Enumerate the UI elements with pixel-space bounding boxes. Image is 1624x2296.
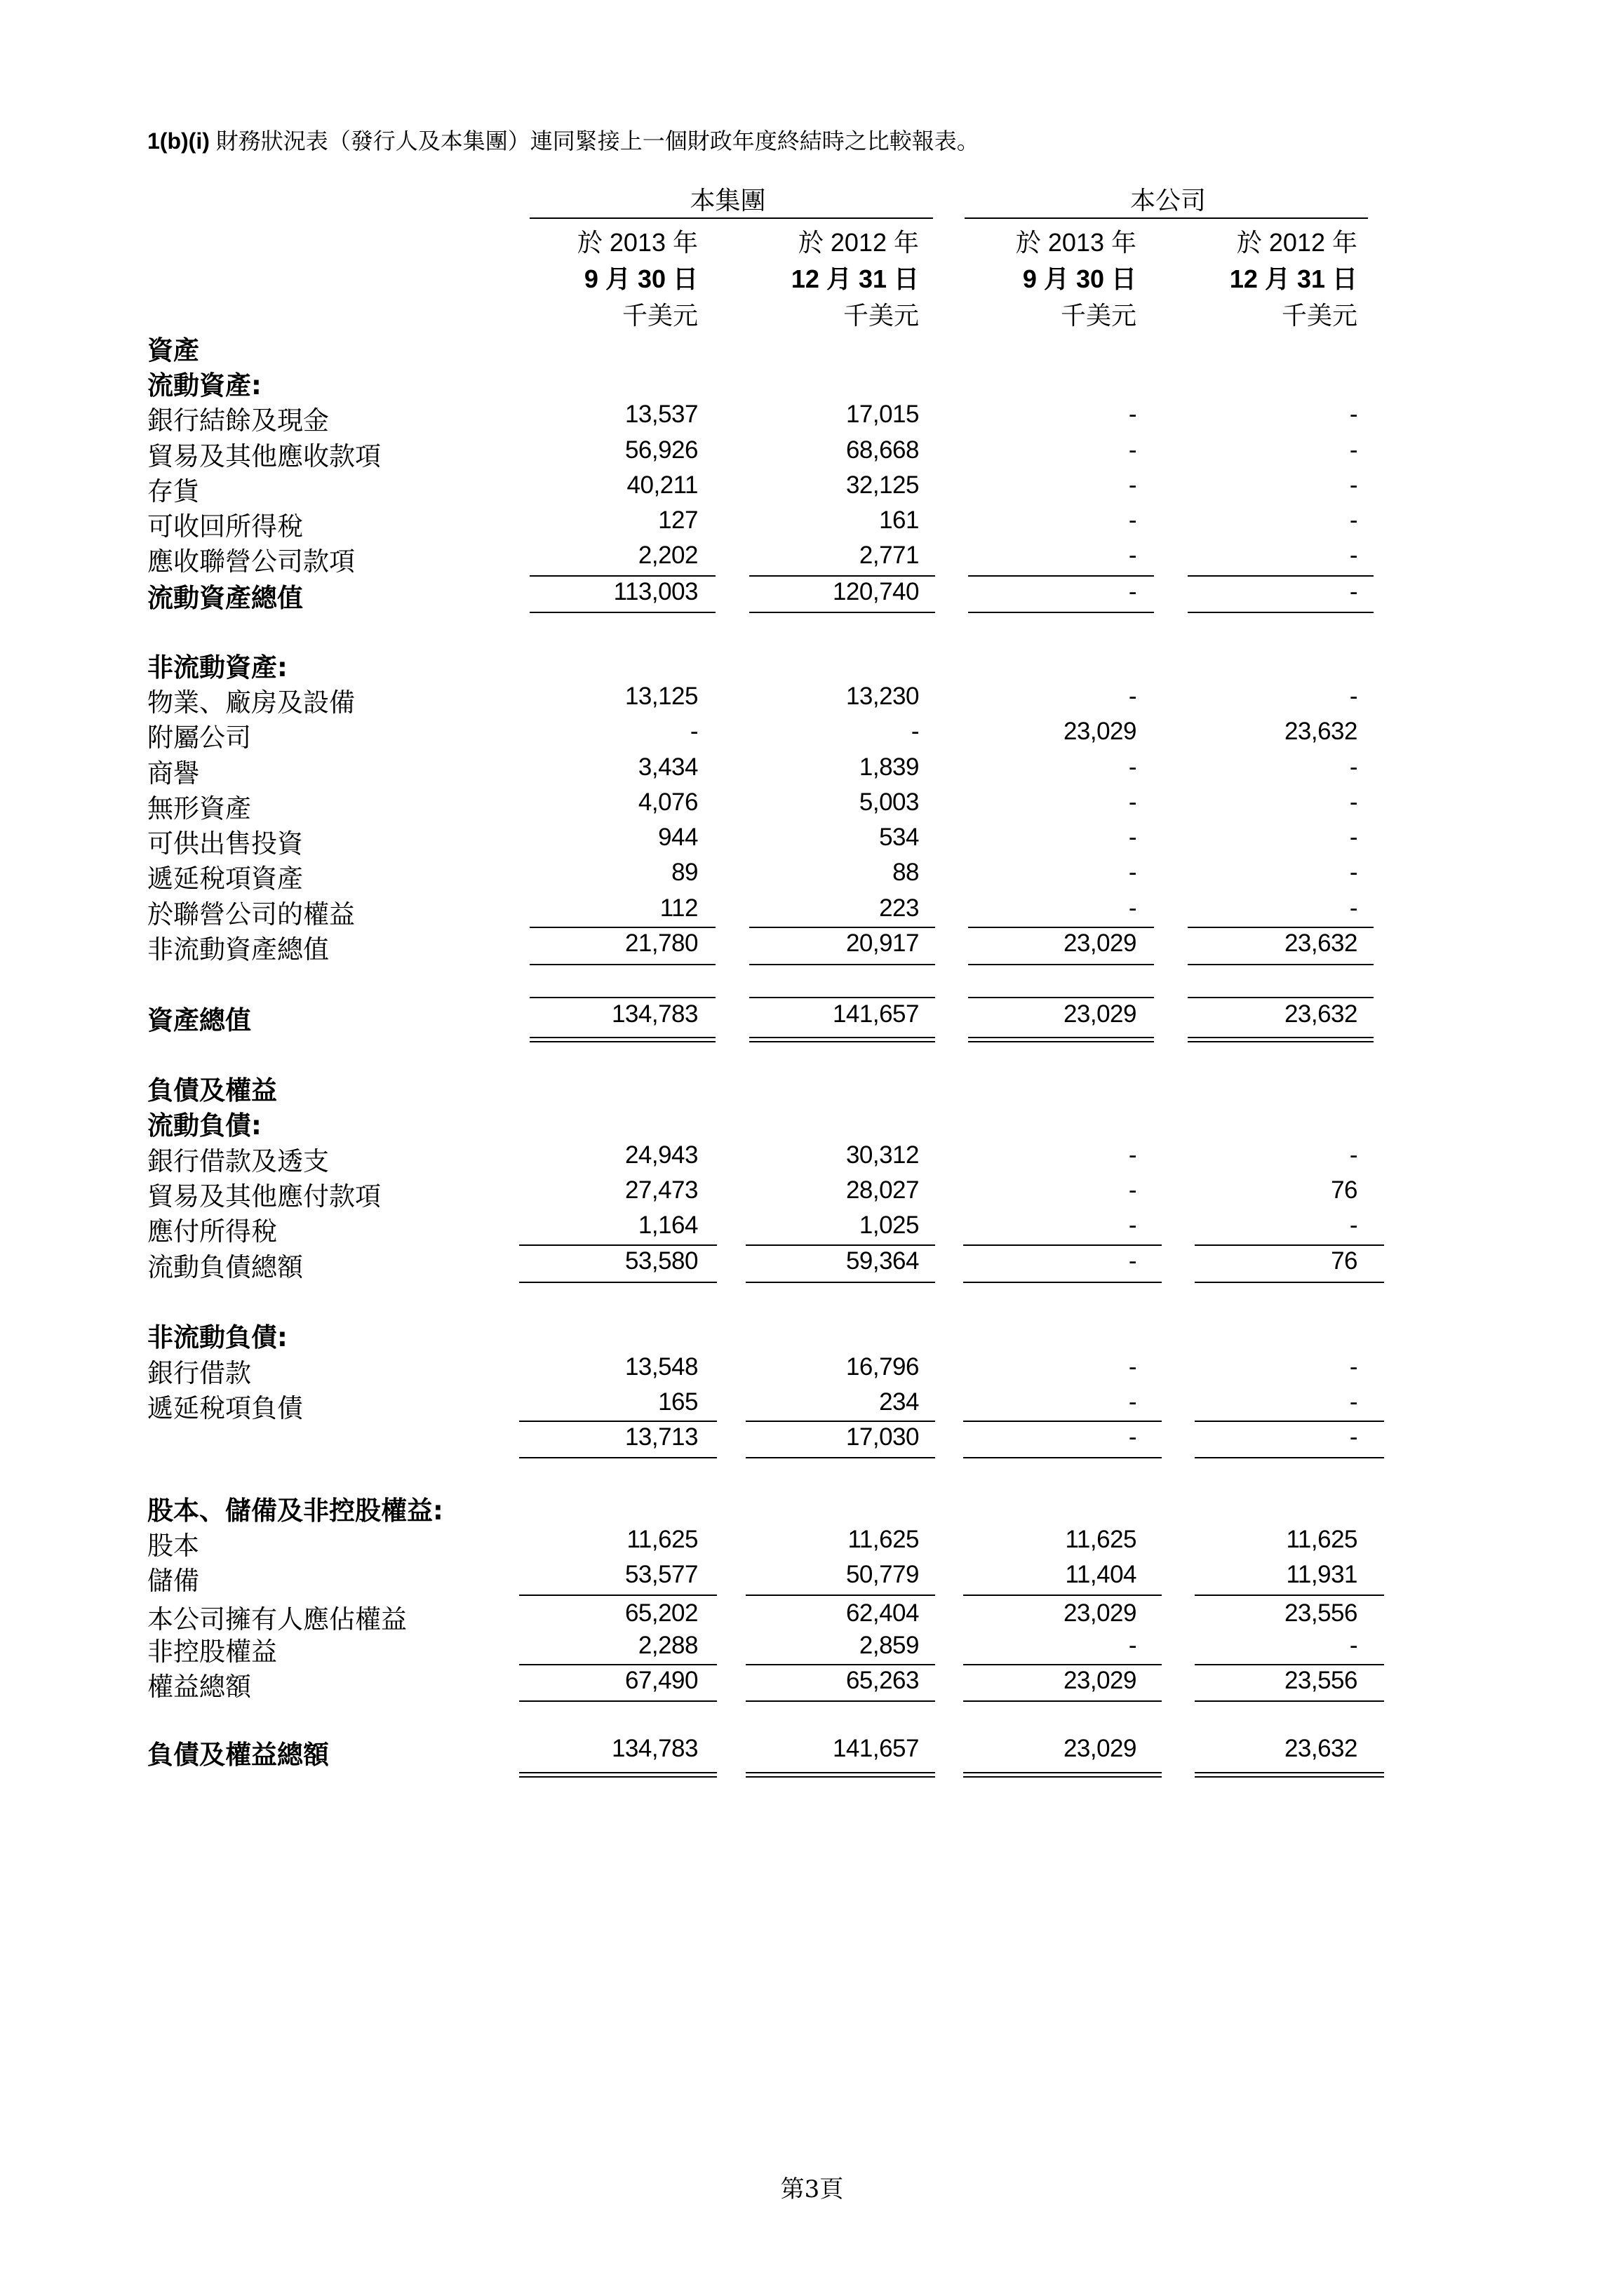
rule <box>1188 575 1374 577</box>
row-value-col4: - <box>1349 1211 1357 1239</box>
row-label: 流動資產總值 <box>147 583 303 613</box>
row-value-col3: 23,029 <box>1063 1599 1136 1627</box>
rule <box>746 1595 935 1596</box>
rule <box>963 1244 1162 1246</box>
row-label: 貿易及其他應付款項 <box>147 1181 381 1211</box>
rule <box>746 1700 935 1702</box>
double-rule <box>963 1772 1162 1778</box>
rule <box>968 612 1154 613</box>
row-value-col4: - <box>1349 753 1357 781</box>
table-row <box>147 752 1410 787</box>
row-value-col4: 23,556 <box>1284 1667 1357 1694</box>
row-value-col2: 20,917 <box>845 929 919 957</box>
row-value-col1: 13,713 <box>624 1423 698 1451</box>
section-liabilities-equity <box>147 1069 1410 1104</box>
row-value-col2: 1,025 <box>859 1211 919 1239</box>
row-value-col2: 88 <box>892 859 919 886</box>
rule <box>1188 612 1374 613</box>
rule <box>519 1457 717 1458</box>
rule <box>968 964 1154 965</box>
col-header-3-line1: 於 2013 年 <box>1015 228 1136 257</box>
row-value-col2: 28,027 <box>845 1176 919 1204</box>
row-value-col3: - <box>1128 1353 1136 1381</box>
double-rule <box>1188 1037 1374 1042</box>
row-label: 應收聯營公司款項 <box>147 546 355 577</box>
row-value-col1: 21,780 <box>624 929 698 957</box>
double-rule <box>530 1037 716 1042</box>
row-value-col4: 23,632 <box>1284 1735 1357 1762</box>
row-value-col3: - <box>1128 894 1136 922</box>
col-header-3-unit: 千美元 <box>1060 301 1136 330</box>
row-value-col4: - <box>1349 578 1357 605</box>
row-value-col3: - <box>1128 1176 1136 1204</box>
row-value-col2: 2,771 <box>859 542 919 569</box>
row-value-col4: - <box>1349 683 1357 710</box>
table-row <box>147 577 1410 612</box>
row-value-col1: 134,783 <box>611 1000 698 1028</box>
row-value-col1: 944 <box>658 824 698 851</box>
row-label: 銀行借款 <box>147 1358 251 1388</box>
row-value-col1: 40,211 <box>626 471 698 499</box>
row-label: 資產總值 <box>147 1005 251 1035</box>
section-non-current-assets <box>147 646 1410 681</box>
row-value-col3: - <box>1128 1141 1136 1169</box>
row-value-col4: - <box>1349 1141 1357 1169</box>
row-value-col2: 1,839 <box>859 753 919 781</box>
row-value-col3: 11,625 <box>1065 1526 1136 1553</box>
rule <box>530 612 716 613</box>
double-rule <box>1195 1772 1384 1778</box>
row-label: 遞延稅項負債 <box>147 1393 303 1423</box>
row-value-col1: 113,003 <box>613 578 698 605</box>
rule <box>530 575 716 577</box>
table-row <box>147 1422 1410 1457</box>
table-row <box>147 1140 1410 1175</box>
row-label: 權益總額 <box>147 1672 251 1702</box>
row-value-col2: 17,030 <box>845 1423 919 1451</box>
table-row <box>147 1246 1410 1281</box>
row-value-col3: - <box>1128 578 1136 605</box>
section-label: 非流動資產: <box>147 652 288 683</box>
table-row <box>147 1387 1410 1422</box>
double-rule <box>746 1772 935 1778</box>
table-row <box>147 822 1410 857</box>
row-value-col4: - <box>1349 1423 1357 1451</box>
rule <box>1195 1664 1384 1665</box>
row-label: 可收回所得稅 <box>147 511 303 542</box>
page-number: 第3頁 <box>780 2175 844 2203</box>
rule <box>530 964 716 965</box>
row-value-col4: - <box>1349 824 1357 851</box>
rule <box>749 927 935 928</box>
row-value-col1: 13,125 <box>624 683 698 710</box>
group-header-group: 本集團 <box>690 186 766 215</box>
double-rule <box>749 1037 935 1042</box>
row-value-col4: 23,632 <box>1284 718 1357 745</box>
row-value-col3: 23,029 <box>1063 718 1136 745</box>
section-label: 股本、儲備及非控股權益: <box>147 1496 443 1526</box>
col-header-2 <box>747 223 919 333</box>
table-row <box>147 857 1410 892</box>
row-value-col4: - <box>1349 401 1357 428</box>
rule <box>519 1700 717 1702</box>
row-value-col2: 62,404 <box>845 1599 919 1627</box>
table-row <box>147 1559 1410 1595</box>
row-value-col3: - <box>1128 401 1136 428</box>
rule <box>746 1244 935 1246</box>
row-value-col3: 23,029 <box>1063 929 1136 957</box>
row-label: 可供出售投資 <box>147 828 303 859</box>
rule <box>519 1282 717 1283</box>
row-value-col3: - <box>1128 1423 1136 1451</box>
double-rule <box>519 1772 717 1778</box>
row-value-col2: 59,364 <box>845 1247 919 1275</box>
row-value-col2: 65,263 <box>845 1667 919 1694</box>
rule <box>968 927 1154 928</box>
row-value-col4: - <box>1349 894 1357 922</box>
col-header-3 <box>965 223 1136 333</box>
rule <box>746 1664 935 1665</box>
row-label: 流動負債總額 <box>147 1252 303 1282</box>
row-value-col1: 112 <box>659 894 698 922</box>
row-label: 本公司擁有人應佔權益 <box>147 1604 407 1634</box>
col-header-2-line1: 於 2012 年 <box>798 228 919 257</box>
row-value-col2: 30,312 <box>845 1141 919 1169</box>
row-value-col3: - <box>1128 683 1136 710</box>
row-value-col2: 5,003 <box>859 788 919 816</box>
row-label: 附屬公司 <box>147 723 251 753</box>
row-value-col4: - <box>1349 471 1357 499</box>
company-underline <box>965 217 1368 219</box>
table-row <box>147 1175 1410 1210</box>
rule <box>1195 1282 1384 1283</box>
rule <box>1195 1421 1384 1422</box>
row-value-col1: 53,577 <box>624 1561 698 1588</box>
table-row <box>147 470 1410 505</box>
col-header-2-unit: 千美元 <box>843 301 919 330</box>
col-header-2-line2: 12 月 31 日 <box>791 264 919 293</box>
row-value-col3: 23,029 <box>1063 1735 1136 1762</box>
col-header-4-line1: 於 2012 年 <box>1236 228 1357 257</box>
table-row <box>147 1524 1410 1559</box>
row-value-col1: 165 <box>658 1388 698 1416</box>
rule <box>963 1664 1162 1665</box>
rule <box>749 612 935 613</box>
row-label: 遞延稅項資產 <box>147 864 303 894</box>
row-label: 股本 <box>147 1531 199 1561</box>
row-value-col1: 24,943 <box>624 1141 698 1169</box>
row-value-col2: 234 <box>879 1388 919 1416</box>
row-value-col4: - <box>1349 506 1357 534</box>
row-value-col3: 23,029 <box>1063 1667 1136 1694</box>
row-value-col2: 32,125 <box>845 471 919 499</box>
row-value-col2: 50,779 <box>845 1561 919 1588</box>
row-value-col4: - <box>1349 436 1357 464</box>
row-value-col2: 141,657 <box>832 1000 919 1028</box>
table-row <box>147 1630 1410 1665</box>
rule <box>530 997 716 998</box>
section-equity <box>147 1489 1410 1524</box>
section-non-current-liabilities <box>147 1316 1410 1351</box>
section-label: 資產 <box>147 335 199 365</box>
table-row <box>147 435 1410 470</box>
row-value-col2: 141,657 <box>832 1735 919 1762</box>
title-prefix: 1(b)(i) <box>147 128 210 154</box>
title-text: 財務狀況表（發行人及本集團）連同緊接上一個財政年度終結時之比較報表。 <box>209 128 979 154</box>
col-header-1-unit: 千美元 <box>622 301 698 330</box>
table-row <box>147 1352 1410 1387</box>
row-value-col3: - <box>1128 753 1136 781</box>
row-value-col2: 16,796 <box>845 1353 919 1381</box>
row-value-col3: - <box>1128 506 1136 534</box>
table-row <box>147 1598 1410 1633</box>
section-current-assets <box>147 364 1410 399</box>
rule <box>746 1421 935 1422</box>
row-value-col4: - <box>1349 542 1357 569</box>
row-value-col3: 11,404 <box>1065 1561 1136 1588</box>
rule <box>963 1282 1162 1283</box>
table-row <box>147 1733 1410 1768</box>
row-label: 於聯營公司的權益 <box>147 899 355 929</box>
row-value-col1: 2,288 <box>638 1632 698 1659</box>
col-header-4 <box>1186 223 1357 333</box>
rule <box>519 1664 717 1665</box>
row-value-col1: 4,076 <box>638 788 698 816</box>
rule <box>968 997 1154 998</box>
rule <box>746 1282 935 1283</box>
row-label: 貿易及其他應收款項 <box>147 441 381 471</box>
row-value-col2: 11,625 <box>847 1526 919 1553</box>
row-value-col2: 68,668 <box>845 436 919 464</box>
row-value-col4: - <box>1349 1632 1357 1659</box>
rule <box>1188 997 1374 998</box>
row-value-col1: 3,434 <box>638 753 698 781</box>
row-label: 應付所得稅 <box>147 1216 277 1247</box>
col-header-1-line2: 9 月 30 日 <box>584 264 698 293</box>
table-row <box>147 928 1410 963</box>
table-row <box>147 716 1410 751</box>
row-value-col3: - <box>1128 542 1136 569</box>
row-value-col1: - <box>690 718 698 745</box>
rule <box>519 1244 717 1246</box>
row-value-col3: - <box>1128 436 1136 464</box>
row-label: 商譽 <box>147 758 199 788</box>
rule <box>963 1700 1162 1702</box>
section-current-liabilities <box>147 1104 1410 1139</box>
row-value-col2: 2,859 <box>859 1632 919 1659</box>
row-value-col1: 13,548 <box>624 1353 698 1381</box>
row-value-col4: - <box>1349 1353 1357 1381</box>
row-label: 物業、廠房及設備 <box>147 687 355 718</box>
row-value-col4: 11,625 <box>1286 1526 1357 1553</box>
row-value-col3: - <box>1128 1247 1136 1275</box>
col-header-4-line2: 12 月 31 日 <box>1229 264 1357 293</box>
row-value-col3: - <box>1128 1388 1136 1416</box>
row-label: 非流動資產總值 <box>147 934 329 965</box>
row-value-col4: - <box>1349 859 1357 886</box>
row-value-col4: 11,931 <box>1286 1561 1357 1588</box>
table-row <box>147 399 1410 434</box>
rule <box>519 1595 717 1596</box>
row-value-col2: 223 <box>879 894 919 922</box>
table-row <box>147 681 1410 716</box>
row-value-col1: 2,202 <box>638 542 698 569</box>
section-assets <box>147 329 1410 364</box>
rule <box>968 575 1154 577</box>
row-value-col4: 76 <box>1331 1176 1357 1204</box>
rule <box>746 1457 935 1458</box>
table-row <box>147 999 1410 1034</box>
rule <box>1188 927 1374 928</box>
col-header-3-line2: 9 月 30 日 <box>1022 264 1136 293</box>
row-label: 無形資產 <box>147 793 251 824</box>
row-value-col4: 23,556 <box>1284 1599 1357 1627</box>
row-value-col3: - <box>1128 859 1136 886</box>
row-label: 儲備 <box>147 1566 199 1596</box>
rule <box>749 997 935 998</box>
row-value-col3: - <box>1128 1632 1136 1659</box>
row-value-col4: 23,632 <box>1284 929 1357 957</box>
table-row <box>147 893 1410 928</box>
group-header-company: 本公司 <box>1129 186 1206 215</box>
row-value-col3: - <box>1128 824 1136 851</box>
rule <box>963 1457 1162 1458</box>
rule <box>1195 1700 1384 1702</box>
row-value-col4: - <box>1349 788 1357 816</box>
row-value-col3: 23,029 <box>1063 1000 1136 1028</box>
group-underline <box>530 217 933 219</box>
row-value-col1: 67,490 <box>624 1667 698 1694</box>
row-value-col4: - <box>1349 1388 1357 1416</box>
row-value-col4: 23,632 <box>1284 1000 1357 1028</box>
section-label: 非流動負債: <box>147 1322 288 1352</box>
row-value-col1: 65,202 <box>624 1599 698 1627</box>
row-value-col2: - <box>911 718 919 745</box>
table-row <box>147 1210 1410 1245</box>
row-value-col2: 120,740 <box>832 578 919 605</box>
row-label: 非控股權益 <box>147 1637 277 1667</box>
double-rule <box>968 1037 1154 1042</box>
rule <box>1188 964 1374 965</box>
table-row <box>147 505 1410 540</box>
table-row <box>147 540 1410 575</box>
row-value-col2: 13,230 <box>845 683 919 710</box>
page-title <box>147 123 979 156</box>
rule <box>749 575 935 577</box>
row-value-col1: 53,580 <box>624 1247 698 1275</box>
row-label: 存貨 <box>147 476 199 506</box>
row-value-col1: 11,625 <box>626 1526 698 1553</box>
col-header-4-unit: 千美元 <box>1281 301 1357 330</box>
row-value-col3: - <box>1128 788 1136 816</box>
rule <box>519 1421 717 1422</box>
rule <box>1195 1244 1384 1246</box>
row-value-col4: 76 <box>1331 1247 1357 1275</box>
rule <box>1195 1457 1384 1458</box>
rule <box>1195 1595 1384 1596</box>
table-row <box>147 1665 1410 1700</box>
col-header-1-line1: 於 2013 年 <box>577 228 698 257</box>
row-value-col2: 17,015 <box>845 401 919 428</box>
row-value-col1: 89 <box>671 859 698 886</box>
section-label: 負債及權益 <box>147 1075 277 1106</box>
row-label: 銀行結餘及現金 <box>147 405 329 436</box>
row-value-col3: - <box>1128 471 1136 499</box>
row-value-col3: - <box>1128 1211 1136 1239</box>
row-value-col1: 27,473 <box>624 1176 698 1204</box>
col-header-1 <box>530 223 698 333</box>
row-value-col2: 161 <box>879 506 919 534</box>
row-value-col2: 534 <box>879 824 919 851</box>
row-value-col1: 13,537 <box>624 401 698 428</box>
rule <box>963 1595 1162 1596</box>
rule <box>749 964 935 965</box>
row-value-col1: 134,783 <box>611 1735 698 1762</box>
row-label: 負債及權益總額 <box>147 1740 329 1770</box>
row-value-col1: 127 <box>658 506 698 534</box>
rule <box>530 927 716 928</box>
table-row <box>147 787 1410 822</box>
row-label: 銀行借款及透支 <box>147 1146 329 1176</box>
rule <box>963 1421 1162 1422</box>
row-value-col1: 1,164 <box>638 1211 698 1239</box>
section-label: 流動負債: <box>147 1110 262 1141</box>
section-label: 流動資產: <box>147 370 262 401</box>
row-value-col1: 56,926 <box>624 436 698 464</box>
